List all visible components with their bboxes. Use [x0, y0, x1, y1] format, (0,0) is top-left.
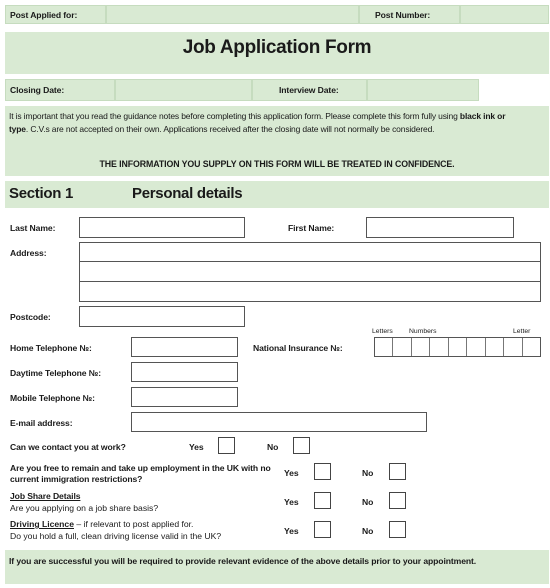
last-name-input[interactable]: [79, 217, 245, 238]
post-number-label: Post Number:: [375, 10, 431, 20]
evidence-notice: If you are successful you will be required to provide relevant evidence of the above details prior to your appointment.: [9, 556, 477, 566]
job-share-no-checkbox[interactable]: [389, 492, 406, 509]
notice-text-1: It is important that you read the guidance notes before completing this application form. Please complete this form fully using: [9, 111, 460, 121]
daytime-telephone-label: Daytime Telephone №:: [10, 368, 101, 378]
contact-work-no-checkbox[interactable]: [293, 437, 310, 454]
driving-licence-yes-checkbox[interactable]: [314, 521, 331, 538]
driving-licence-note: – if relevant to post applied for.: [74, 519, 194, 529]
free-to-remain-question-line2: current immigration restrictions?: [10, 474, 143, 484]
confidence-notice: THE INFORMATION YOU SUPPLY ON THIS FORM WILL BE TREATED IN CONFIDENCE.: [99, 159, 455, 169]
notice-text-2: . C.V.s are not accepted on their own. Applications received after the closing date will not normally be considered.: [25, 124, 435, 134]
post-number-label-cell: [359, 5, 460, 24]
free-to-remain-yes-label: Yes: [284, 468, 299, 478]
interview-date-label: Interview Date:: [279, 85, 339, 95]
first-name-label: First Name:: [288, 223, 335, 233]
driving-licence-title: Driving Licence: [10, 519, 74, 529]
driving-licence-no-label: No: [362, 526, 374, 536]
closing-date-label: Closing Date:: [10, 85, 65, 95]
address-line-3[interactable]: [79, 281, 541, 302]
free-to-remain-no-label: No: [362, 468, 374, 478]
closing-date-field[interactable]: [115, 79, 252, 101]
ni-letter-label: Letter: [513, 328, 531, 335]
ni-divider: [429, 338, 430, 356]
evidence-footer: [5, 550, 549, 584]
closing-date-label-cell: [5, 79, 115, 101]
home-telephone-input[interactable]: [131, 337, 238, 357]
home-telephone-label: Home Telephone №:: [10, 343, 92, 353]
free-to-remain-question-line1: Are you free to remain and take up employment in the UK with no: [10, 463, 271, 473]
last-name-label: Last Name:: [10, 223, 56, 233]
first-name-input[interactable]: [366, 217, 514, 238]
email-label: E-mail address:: [10, 418, 73, 428]
postcode-input[interactable]: [79, 306, 245, 327]
address-line-2[interactable]: [79, 261, 541, 282]
national-insurance-label: National Insurance №:: [253, 343, 343, 353]
free-to-remain-no-checkbox[interactable]: [389, 463, 406, 480]
job-share-heading: Job Share Details: [10, 491, 81, 501]
ni-divider: [392, 338, 393, 356]
notice-type-emphasis: type: [9, 124, 26, 134]
page-title: Job Application Form: [182, 37, 372, 58]
ni-divider: [503, 338, 504, 356]
daytime-telephone-input[interactable]: [131, 362, 238, 382]
interview-date-label-cell: [252, 79, 367, 101]
driving-licence-yes-label: Yes: [284, 526, 299, 536]
contact-work-yes-checkbox[interactable]: [218, 437, 235, 454]
mobile-telephone-label: Mobile Telephone №:: [10, 393, 95, 403]
section-title: Personal details: [132, 185, 243, 202]
ni-numbers-label: Numbers: [409, 328, 437, 335]
job-share-no-label: No: [362, 497, 374, 507]
ni-divider: [522, 338, 523, 356]
guidance-notice: [5, 106, 549, 154]
driving-licence-question: Do you hold a full, clean driving license valid in the UK?: [10, 531, 222, 541]
interview-date-field[interactable]: [367, 79, 479, 101]
form-title-bar: [5, 32, 549, 74]
confidence-bar: [5, 154, 549, 176]
contact-work-no-label: No: [267, 442, 279, 452]
job-share-question: Are you applying on a job share basis?: [10, 503, 159, 513]
national-insurance-input[interactable]: [374, 337, 541, 357]
driving-licence-no-checkbox[interactable]: [389, 521, 406, 538]
postcode-label: Postcode:: [10, 312, 51, 322]
contact-work-yes-label: Yes: [189, 442, 204, 452]
address-line-1[interactable]: [79, 242, 541, 262]
email-input[interactable]: [131, 412, 427, 432]
job-share-yes-checkbox[interactable]: [314, 492, 331, 509]
post-applied-field[interactable]: [106, 5, 359, 24]
notice-ink-emphasis: black ink or: [459, 111, 506, 121]
section-heading: [5, 181, 549, 208]
job-share-yes-label: Yes: [284, 497, 299, 507]
ni-divider: [466, 338, 467, 356]
post-applied-label: Post Applied for:: [10, 10, 78, 20]
ni-divider: [411, 338, 412, 356]
contact-work-question: Can we contact you at work?: [10, 442, 126, 452]
free-to-remain-yes-checkbox[interactable]: [314, 463, 331, 480]
mobile-telephone-input[interactable]: [131, 387, 238, 407]
address-label: Address:: [10, 248, 47, 258]
post-number-field[interactable]: [460, 5, 549, 24]
driving-licence-heading: [10, 519, 193, 529]
ni-divider: [485, 338, 486, 356]
ni-divider: [448, 338, 449, 356]
post-applied-label-cell: [5, 5, 106, 24]
section-number: Section 1: [9, 185, 73, 202]
ni-letters-label: Letters: [372, 328, 393, 335]
